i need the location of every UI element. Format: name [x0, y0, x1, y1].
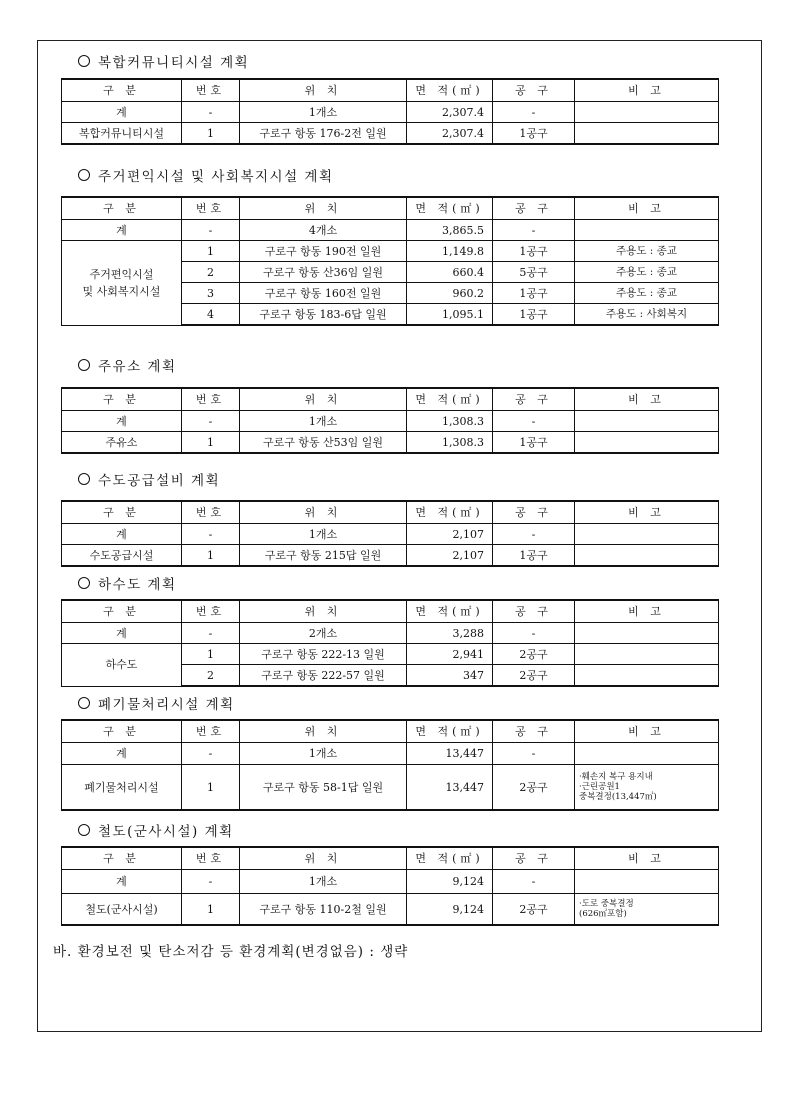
col-note: 비 고: [575, 79, 719, 102]
table-gas-station: [61, 387, 719, 454]
table-header: 구 분 번호 위 치 면 적(㎡) 공 구 비 고: [62, 388, 719, 411]
table-water-supply: [61, 500, 719, 567]
table-row: 4 구로구 항동 183-6답 일원 1,095.1 1공구 주용도 : 사회복지: [62, 304, 719, 326]
table-row: 계 - 2개소 3,288 -: [62, 623, 719, 644]
section-title-railway: 철도(군사시설) 계획: [78, 820, 234, 840]
note-cell: ·도로 중복결정 (626㎡포함): [575, 894, 719, 926]
group-label: 하수도: [62, 644, 182, 687]
table-row: 3 구로구 항동 160전 일원 960.2 1공구 주용도 : 종교: [62, 283, 719, 304]
col-loc: 위 치: [240, 79, 407, 102]
group-label-line2: 및 사회복지시설: [82, 284, 161, 298]
table-row: 계 - 1개소 13,447 -: [62, 743, 719, 765]
table-row: 복합커뮤니티시설 1 구로구 항동 176-2전 일원 2,307.4 1공구: [62, 123, 719, 145]
group-label: [62, 241, 182, 326]
col-div: 구 분: [62, 79, 182, 102]
circle-bullet-icon: [78, 824, 90, 836]
table-convenience: [61, 196, 719, 326]
col-no: 번호: [182, 79, 240, 102]
circle-bullet-icon: [78, 697, 90, 709]
table-community: [61, 78, 719, 145]
table-row: 철도(군사시설) 1 구로구 항동 110-2철 일원 9,124 2공구 ·도로 중복결정 (626㎡포함): [62, 894, 719, 926]
table-waste: [61, 719, 719, 811]
table-row: 주거편익시설 및 사회복지시설 1 구로구 항동 190전 일원 1,149.8 1공구 주용도 : 종교: [62, 241, 719, 262]
table-row: 계 - 1개소 1,308.3 -: [62, 411, 719, 432]
section-title-sewerage: 하수도 계획: [78, 573, 177, 593]
table-header: 구 분 번호 위 치 면 적(㎡) 공 구 비 고: [62, 197, 719, 220]
table-row: 계 - 1개소 9,124 -: [62, 870, 719, 894]
table-sewerage: [61, 599, 719, 687]
table-header: 구 분 번호 위 치 면 적(㎡) 공 구 비 고: [62, 501, 719, 524]
circle-bullet-icon: [78, 359, 90, 371]
section-title-water-supply: 수도공급설비 계획: [78, 469, 220, 489]
col-gong: 공 구: [493, 79, 575, 102]
col-area: 면 적(㎡): [407, 79, 493, 102]
table-header: 구 분 번호 위 치 면 적(㎡) 공 구 비 고: [62, 600, 719, 623]
section-title-community: 복합커뮤니티시설 계획: [78, 51, 249, 71]
table-header: [62, 79, 719, 102]
table-header: 구 분 번호 위 치 면 적(㎡) 공 구 비 고: [62, 847, 719, 870]
table-row: 폐기물처리시설 1 구로구 항동 58-1답 일원 13,447 2공구 ·훼손지 복구 용지내 ·근린공원1 중복결정(13,447㎡): [62, 765, 719, 811]
note-cell: ·훼손지 복구 용지내 ·근린공원1 중복결정(13,447㎡): [575, 765, 719, 811]
table-row: 수도공급시설 1 구로구 항동 215답 일원 2,107 1공구: [62, 545, 719, 567]
group-label-line1: 주거편익시설: [89, 267, 154, 281]
circle-bullet-icon: [78, 55, 90, 67]
table-row: 계 - 1개소 2,107 -: [62, 524, 719, 545]
section-title-gas-station: 주유소 계획: [78, 355, 177, 375]
circle-bullet-icon: [78, 169, 90, 181]
table-row: 계 - 1개소 2,307.4 -: [62, 102, 719, 123]
footer-heading: 바. 환경보전 및 탄소저감 등 환경계획(변경없음) : 생략: [53, 944, 409, 960]
section-title-waste: 폐기물처리시설 계획: [78, 693, 235, 713]
table-row: 2 구로구 항동 산36임 일원 660.4 5공구 주용도 : 종교: [62, 262, 719, 283]
table-row: 계 - 4개소 3,865.5 -: [62, 220, 719, 241]
table-row: 하수도 1 구로구 항동 222-13 일원 2,941 2공구: [62, 644, 719, 665]
circle-bullet-icon: [78, 577, 90, 589]
section-title-convenience: 주거편익시설 및 사회복지시설 계획: [78, 165, 334, 185]
circle-bullet-icon: [78, 473, 90, 485]
table-header: 구 분 번호 위 치 면 적(㎡) 공 구 비 고: [62, 720, 719, 743]
table-row: 2 구로구 항동 222-57 일원 347 2공구: [62, 665, 719, 687]
table-railway: [61, 846, 719, 926]
table-row: 주유소 1 구로구 항동 산53임 일원 1,308.3 1공구: [62, 432, 719, 454]
